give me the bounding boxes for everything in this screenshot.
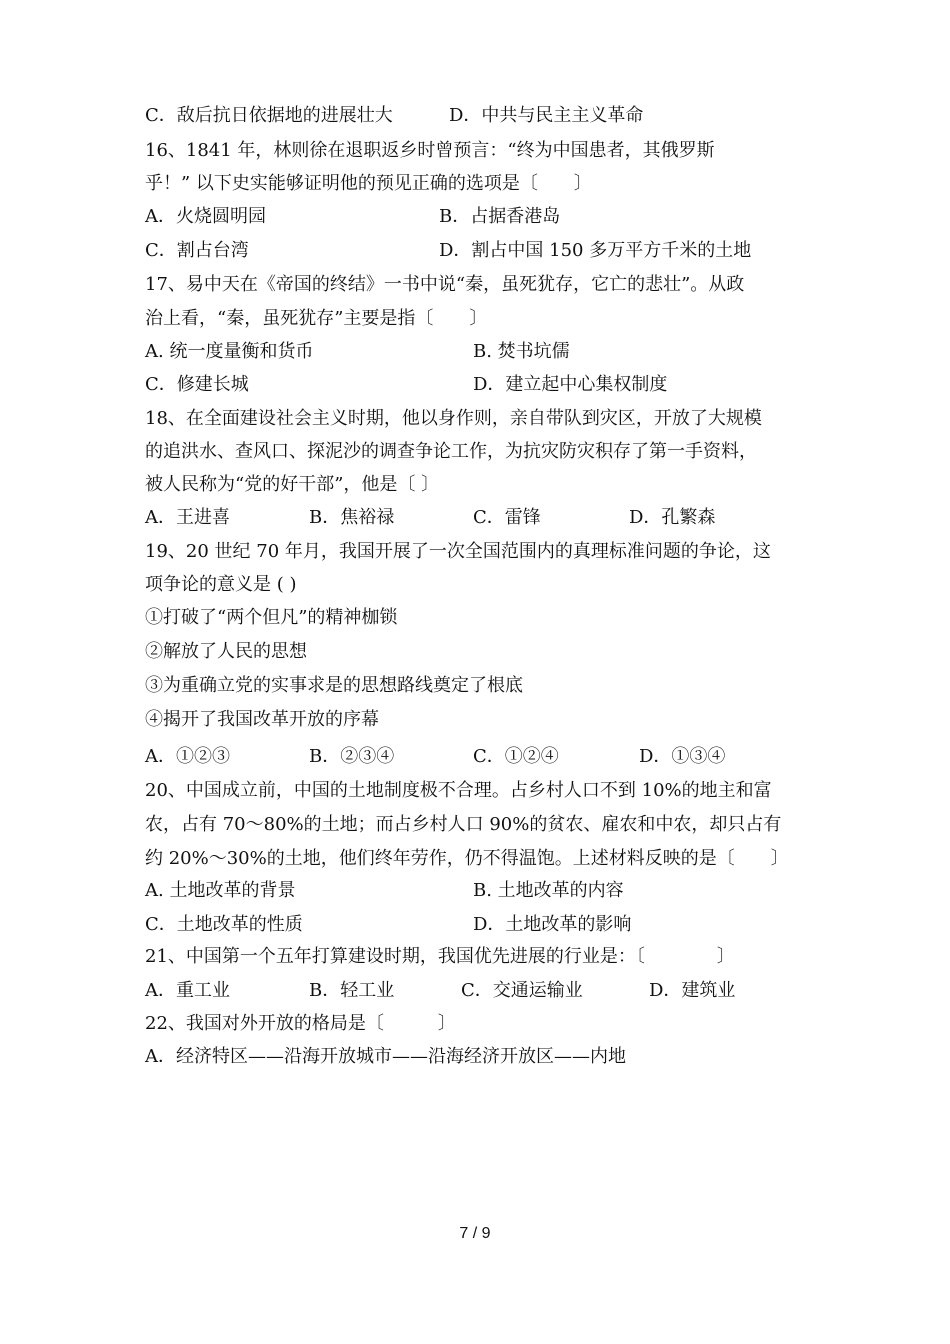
answer-option: D．建立起中心集权制度: [473, 374, 668, 395]
text-line: ②解放了人民的思想: [145, 641, 307, 662]
answer-option: C．修建长城: [145, 374, 249, 395]
text-line: 治上看，“秦，虽死犹存”主要是指〔 〕: [145, 308, 488, 329]
option-row: [145, 206, 805, 228]
option-row: [145, 105, 805, 127]
text-line: 21、中国第一个五年打算建设时期，我国优先进展的行业是：〔 〕: [145, 946, 735, 967]
option-row: [145, 341, 805, 363]
option-row: [145, 507, 805, 529]
page-number: 7 / 9: [459, 1225, 491, 1242]
text-line: ①打破了“两个但凡”的精神枷锁: [145, 607, 398, 628]
text-line: 18、在全面建设社会主义时期，他以身作则，亲自带队到灾区，开放了大规模: [145, 408, 762, 429]
text-line: 17、易中天在《帝国的终结》一书中说“秦，虽死犹存，它亡的悲壮”。从政: [145, 274, 745, 295]
text-line: 20、中国成立前，中国的土地制度极不合理。占乡村人口不到 10%的地主和富: [145, 780, 772, 801]
text-line: A．经济特区——沿海开放城市——沿海经济开放区——内地: [145, 1046, 626, 1067]
text-line: ③为重确立党的实事求是的思想路线奠定了根底: [145, 675, 523, 696]
text-line: 乎！” 以下史实能够证明他的预见正确的选项是〔 〕: [145, 173, 592, 194]
answer-option: D．土地改革的影响: [473, 914, 632, 935]
answer-option: A．火烧圆明园: [145, 206, 266, 227]
answer-option: C．割占台湾: [145, 240, 249, 261]
answer-option: B．焦裕禄: [309, 507, 395, 528]
answer-option: C．雷锋: [473, 507, 541, 528]
answer-option: A. 统一度量衡和货币: [145, 341, 314, 362]
option-row: [145, 980, 805, 1002]
answer-option: A．王进喜: [145, 507, 230, 528]
answer-option: D．建筑业: [649, 980, 736, 1001]
answer-option: B．②③④: [309, 746, 395, 767]
answer-option: A．重工业: [145, 980, 230, 1001]
text-line: 19、20 世纪 70 年月，我国开展了一次全国范围内的真理标准问题的争论，这: [145, 541, 771, 562]
text-line: 项争论的意义是 ( ): [145, 574, 297, 595]
answer-option: C．交通运输业: [461, 980, 583, 1001]
answer-option: A. 土地改革的背景: [145, 880, 296, 901]
answer-option: C．敌后抗日依据地的进展壮大: [145, 105, 393, 126]
text-line: 农，占有 70～80%的土地；而占乡村人口 90%的贫农、雇农和中农，却只占有: [145, 814, 782, 835]
answer-option: B. 焚书坑儒: [473, 341, 570, 362]
option-row: [145, 914, 805, 936]
answer-option: C．①②④: [473, 746, 559, 767]
text-line: 约 20%～30%的土地，他们终年劳作，仍不得温饱。上述材料反映的是〔 〕: [145, 848, 789, 869]
text-line: 16、1841 年，林则徐在退职返乡时曾预言：“终为中国患者，其俄罗斯: [145, 140, 715, 161]
text-line: 22、我国对外开放的格局是〔 〕: [145, 1013, 456, 1034]
answer-option: D．①③④: [639, 746, 726, 767]
answer-option: A．①②③: [145, 746, 230, 767]
answer-option: C．土地改革的性质: [145, 914, 303, 935]
answer-option: D．中共与民主主义革命: [449, 105, 644, 126]
answer-option: D．孔繁森: [629, 507, 716, 528]
option-row: [145, 240, 805, 262]
option-row: [145, 880, 805, 902]
option-row: [145, 746, 805, 768]
option-row: [145, 374, 805, 396]
answer-option: B．轻工业: [309, 980, 395, 1001]
text-line: 的追洪水、查风口、探泥沙的调查争论工作，为抗灾防灾积存了第一手资料，: [145, 441, 757, 462]
answer-option: B. 土地改革的内容: [473, 880, 624, 901]
text-line: ④揭开了我国改革开放的序幕: [145, 709, 379, 730]
answer-option: B．占据香港岛: [439, 206, 561, 227]
text-line: 被人民称为“党的好干部”，他是〔 〕: [145, 474, 440, 495]
answer-option: D．割占中国 150 多万平方千米的土地: [439, 240, 752, 261]
